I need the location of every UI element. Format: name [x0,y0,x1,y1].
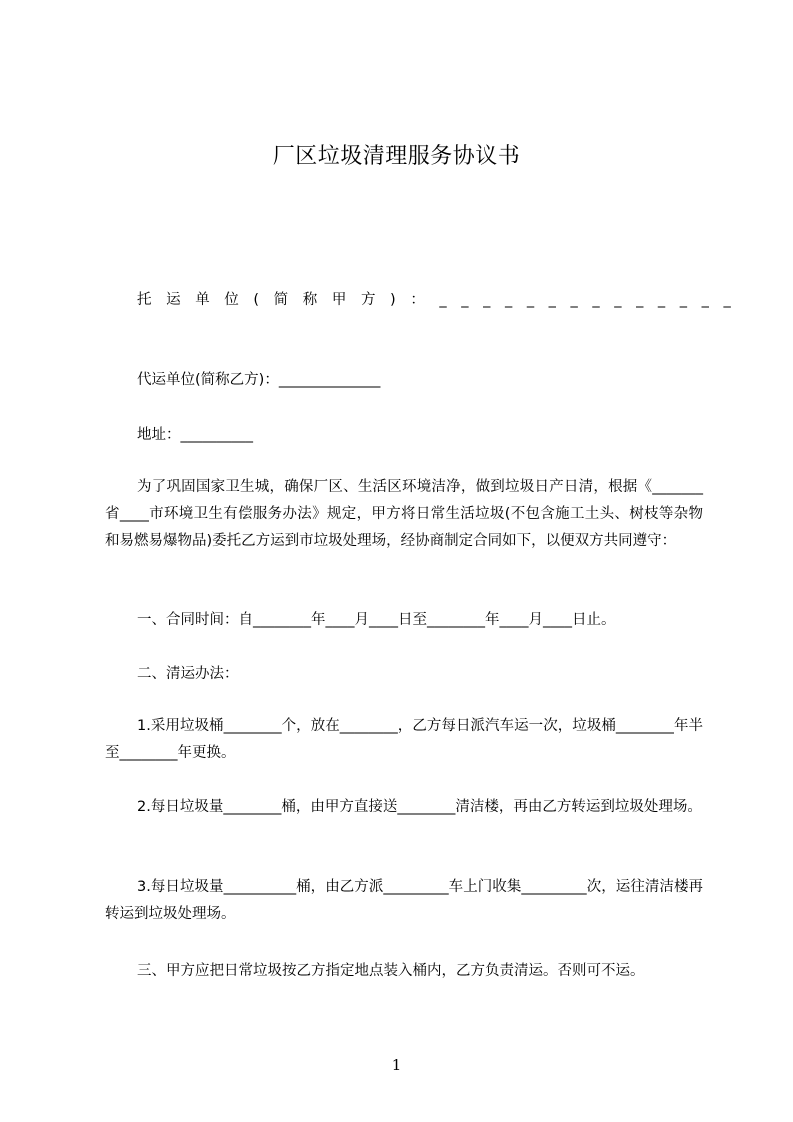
cleaning-method-heading: 二、清运办法： [137,666,239,682]
address-line: 地址：__________ [137,427,253,443]
page-number: 1 [391,1056,402,1074]
party-a-line: 托运单位(简称甲方)：______________ [137,292,746,308]
method-item-3: 3.每日垃圾量__________桶，由乙方派_________车上门收集_________次，运往清洁楼再转运到垃圾处理场。 [105,879,703,922]
party-a-obligation-clause: 三、甲方应把日常垃圾按乙方指定地点装入桶内，乙方负责清运。否则可不运。 [137,963,645,979]
intro-paragraph: 为了巩固国家卫生城，确保厂区、生活区环境洁净，做到垃圾日产日清，根据《_______省____市环境卫生有偿服务办法》规定，甲方将日常生活垃圾(不包含施工土头、树枝等杂物和易燃易爆物品)委托乙方运到市垃圾处理场，经协商制定合同如下，以便双方共同遵守： [105,479,703,549]
party-b-line: 代运单位(简称乙方)：______________ [137,372,381,388]
contract-period-clause: 一、合同时间：自________年____月____日至________年____月____日止。 [137,612,616,628]
method-item-2: 2.每日垃圾量________桶，由甲方直接送________清洁楼，再由乙方转运到垃圾处理场。 [137,799,702,815]
document-title: 厂区垃圾清理服务协议书 [272,144,521,169]
method-item-1: 1.采用垃圾桶________个，放在________，乙方每日派汽车运一次，垃圾桶________年半至________年更换。 [105,718,703,761]
